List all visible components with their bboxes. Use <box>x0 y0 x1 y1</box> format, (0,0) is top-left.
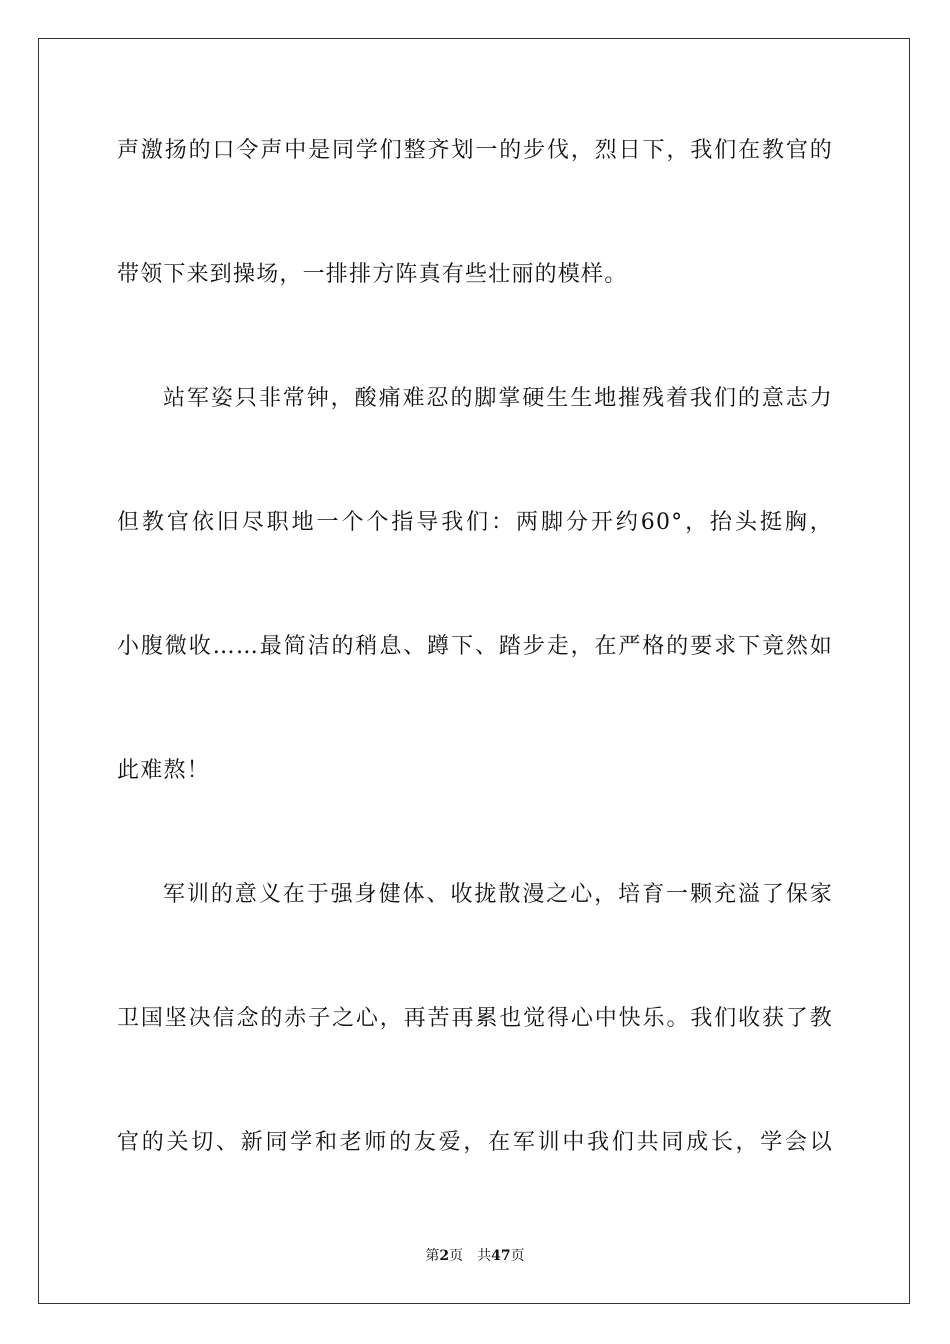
text-line: 小腹微收……最简洁的稍息、蹲下、踏步走，在严格的要求下竟然如 <box>117 634 833 659</box>
text-line: 带领下来到操场，一排排方阵真有些壮丽的模样。 <box>117 262 628 287</box>
total-prefix: 共 <box>477 1248 492 1264</box>
page-number: 2 <box>439 1248 450 1264</box>
text-line: 但教官依旧尽职地一个个指导我们：两脚分开约60°，抬头挺胸， <box>117 510 833 535</box>
total-pages: 47 <box>491 1248 511 1264</box>
text-line: 卫国坚决信念的赤子之心，再苦再累也觉得心中快乐。我们收获了教 <box>117 1006 833 1031</box>
page-suffix: 页 <box>449 1248 464 1264</box>
text-line: 军训的意义在于强身健体、收拢散漫之心，培育一颗充溢了保家 <box>163 882 833 907</box>
page-prefix: 第 <box>425 1248 440 1264</box>
text-line: 官的关切、新同学和老师的友爱，在军训中我们共同成长，学会以 <box>117 1130 833 1155</box>
page-border <box>38 38 910 1304</box>
page-footer <box>0 1247 950 1265</box>
total-suffix: 页 <box>510 1248 525 1264</box>
text-line: 站军姿只非常钟，酸痛难忍的脚掌硬生生地摧残着我们的意志力 <box>163 386 833 411</box>
text-line: 此难熬！ <box>117 758 210 783</box>
text-line: 声激扬的口令声中是同学们整齐划一的步伐，烈日下，我们在教官的 <box>117 138 833 163</box>
